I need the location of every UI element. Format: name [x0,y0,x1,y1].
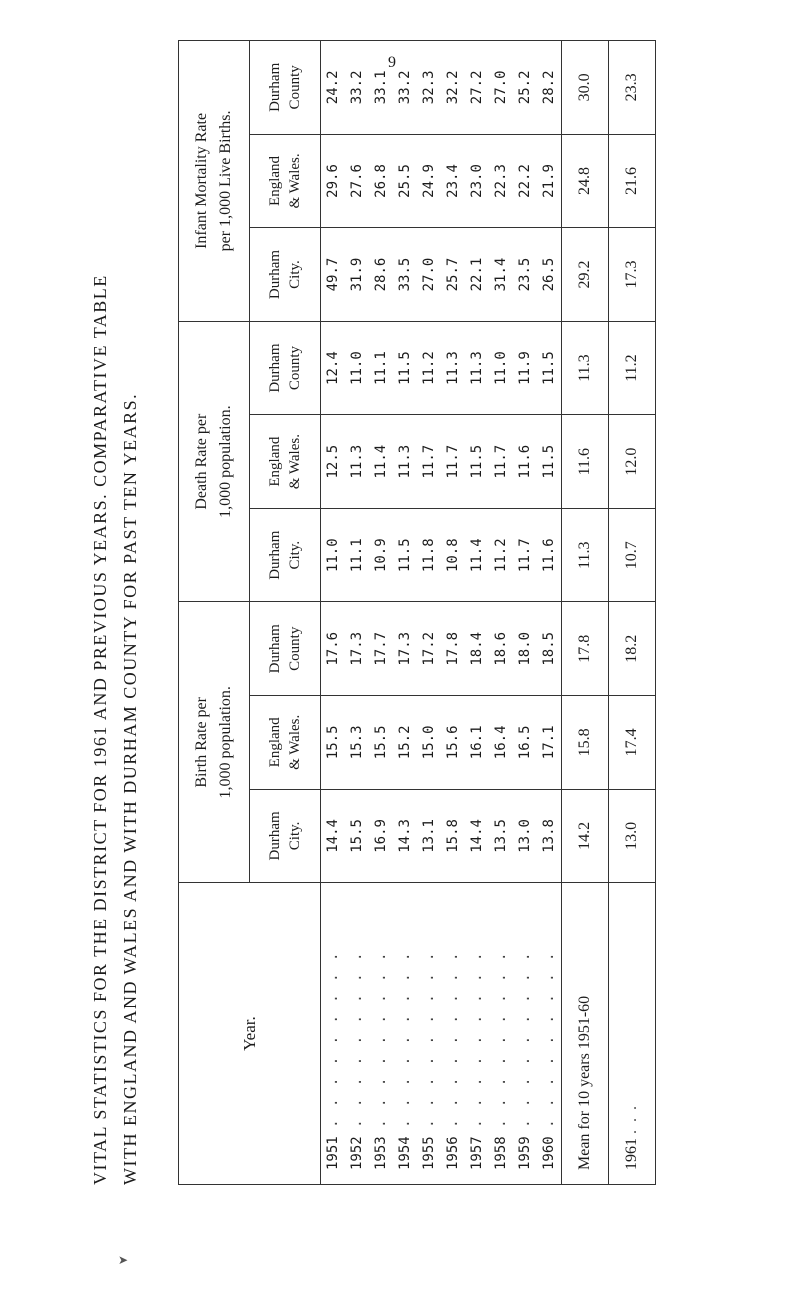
table-cell-value: 13.8 [541,819,557,853]
table-cell-value: 14.4 [325,819,341,853]
table-cell-value: 11.5 [397,538,413,573]
table-cell-value: 11.7 [421,444,437,479]
year-1961-value: 17.4 [609,696,656,790]
table-cell-value: 33.2 [349,70,365,105]
table-cell-value: 11.2 [493,538,509,573]
table-cell-value: 15.6 [445,725,461,760]
table-cell-value: 10.8 [445,538,461,573]
year-label: 1951 [325,1136,341,1170]
table-cell-value: 11.8 [421,538,437,573]
leader-dots: . . . . . . . . . [493,950,509,1128]
years-list [321,883,561,1170]
values-cell [321,696,562,790]
table-cell-value: 13.0 [517,819,533,853]
values-cell [321,415,562,509]
table-cell-value: 13.1 [421,819,437,853]
years-cell [321,883,562,1185]
values-cell [321,602,562,696]
column-values [321,41,561,134]
table-cell-value: 11.3 [469,351,485,385]
infant-mortality-header-line-2: per 1,000 Live Births. [217,110,234,252]
table-cell-value: 12.4 [325,351,341,385]
column-sub-header [250,696,321,790]
column-sub-header [250,508,321,602]
table-cell-value: 11.6 [517,444,533,479]
column-sub-header [250,321,321,415]
table-cell-value: 26.8 [373,164,389,198]
table-cell-value: 29.6 [325,164,341,198]
table-cell-value: 11.5 [397,351,413,385]
sub-header-line-2: & Wales. [287,714,303,770]
table-cell-value: 16.9 [373,819,389,853]
table-cell-value: 33.5 [397,257,413,292]
year-entry [489,883,513,1170]
values-cell [321,321,562,415]
table-cell-value: 18.5 [541,631,557,666]
table-cell-value: 17.1 [541,725,557,760]
table-cell-value: 21.9 [541,164,557,198]
page-number: 9 [388,54,396,71]
year-1961-text: 1961 [623,1138,640,1170]
values-cell [321,508,562,602]
year-1961-value: 11.2 [609,321,656,415]
sub-header-line-2: County [287,345,303,391]
year-entry [345,883,369,1170]
table-cell-value: 11.1 [349,538,365,573]
table-cell-value: 16.1 [469,725,485,760]
table-cell-value: 22.2 [517,164,533,198]
mean-value: 29.2 [562,228,609,322]
mean-value: 11.3 [562,508,609,602]
column-values [321,135,561,228]
column-values [321,415,561,508]
leader-dots: . . . . . . . . . [325,950,341,1128]
table-cell-value: 25.7 [445,257,461,292]
values-cell [321,134,562,228]
mean-value: 15.8 [562,696,609,790]
pencil-mark-icon: ➤ [118,1253,129,1267]
sub-header-line-2: City. [287,821,303,851]
sub-header-line-2: County [287,65,303,110]
table-cell-value: 17.6 [325,631,341,666]
column-values [321,602,561,695]
sub-header-line-2: & Wales. [287,434,303,490]
table-cell-value: 13.5 [493,819,509,853]
values-cell [321,789,562,883]
table-cell-value: 11.5 [541,351,557,385]
table-cell-value: 24.9 [421,164,437,198]
table-cell-value: 22.3 [493,164,509,198]
sub-header-line-2: City. [287,540,303,570]
table-cell-value: 32.3 [421,70,437,105]
column-values [321,228,561,321]
values-cell [321,41,562,135]
table-cell-value: 27.6 [349,164,365,198]
death-rate-header-line-1: Death Rate per [193,413,210,510]
year-label: 1960 [541,1136,557,1170]
leader-dots: . . . . . . . . . [445,950,461,1128]
table-cell-value: 10.9 [373,538,389,573]
infant-mortality-header [179,41,250,322]
leader-dots: . . . . . . . . . [349,950,365,1128]
year-1961-value: 10.7 [609,508,656,602]
sub-header-line-2: & Wales. [287,153,303,209]
rotated-page-content [85,40,800,1185]
leader-dots: . . . [623,1104,640,1134]
year-1961-label [609,883,656,1185]
table-cell-value: 31.9 [349,257,365,292]
table-cell-value: 17.2 [421,631,437,666]
year-1961-value: 13.0 [609,789,656,883]
table-cell-value: 11.9 [517,351,533,385]
table-cell-value: 11.1 [373,351,389,385]
table-cell-value: 25.5 [397,164,413,198]
title-line-2: WITH ENGLAND AND WALES AND WITH DURHAM COUNTY FOR PAST TEN YEARS. [120,392,140,1185]
leader-dots: . . . . . . . . . [421,950,437,1128]
mean-value: 24.8 [562,134,609,228]
table-cell-value: 11.7 [493,444,509,479]
table-cell-value: 33.1 [373,70,389,105]
group-header-row [179,41,250,1185]
table-cell-value: 12.5 [325,444,341,479]
table-cell-value: 11.5 [541,444,557,479]
year-label: 1957 [469,1136,485,1170]
year-label: 1953 [373,1136,389,1170]
sub-header-line-1: Durham [267,249,283,300]
yearly-data-row [321,41,562,1185]
table-cell-value: 14.4 [469,819,485,853]
column-values [321,696,561,789]
table-cell-value: 11.3 [397,444,413,479]
year-entry [465,883,489,1170]
sub-header-line-1: England [267,436,283,487]
table-cell-value: 11.0 [325,538,341,573]
year-label: 1954 [397,1136,413,1170]
table-cell-value: 11.7 [517,538,533,573]
leader-dots: . . . . . . . . . [373,950,389,1128]
table-cell-value: 32.2 [445,70,461,105]
death-rate-header-line-2: 1,000 population. [217,405,234,518]
mean-value: 11.3 [562,321,609,415]
table-cell-value: 15.2 [397,725,413,760]
table-cell-value: 11.3 [445,351,461,385]
year-entry [513,883,537,1170]
table-cell-value: 33.2 [397,70,413,105]
table-cell-value: 24.2 [325,70,341,105]
column-sub-header [250,41,321,135]
table-cell-value: 18.0 [517,631,533,666]
table-cell-value: 14.3 [397,819,413,853]
column-sub-header [250,602,321,696]
mean-row-label: Mean for 10 years 1951-60 [562,883,609,1185]
table-cell-value: 18.4 [469,631,485,666]
title-line-1: VITAL STATISTICS FOR THE DISTRICT FOR 1961 AND PREVIOUS YEARS. COMPARATIVE TABLE [90,274,110,1185]
table-cell-value: 15.5 [349,819,365,853]
year-label: 1952 [349,1136,365,1170]
birth-rate-header-line-2: 1,000 population. [217,686,234,799]
column-sub-header [250,228,321,322]
sub-header-line-2: County [287,626,303,671]
year-1961-row [609,41,656,1185]
sub-header-line-1: Durham [267,624,283,674]
table-cell-value: 15.3 [349,725,365,760]
death-rate-header [179,321,250,602]
birth-rate-header-line-1: Birth Rate per [193,697,210,788]
year-label: 1955 [421,1136,437,1170]
table-cell-value: 27.0 [493,70,509,105]
leader-dots: . . . . . . . . . [397,950,413,1128]
table-cell-value: 11.7 [445,444,461,479]
infant-mortality-header-line-1: Infant Mortality Rate [193,112,210,249]
sub-header-line-2: City. [287,260,303,289]
values-cell [321,228,562,322]
mean-value: 11.6 [562,415,609,509]
year-entry [369,883,393,1170]
page-title [85,40,145,1185]
sub-header-line-1: Durham [267,62,283,112]
column-values [321,790,561,883]
column-sub-header [250,415,321,509]
mean-row [562,41,609,1185]
table-cell-value: 23.4 [445,164,461,198]
table-cell-value: 17.7 [373,631,389,666]
table-cell-value: 17.3 [397,631,413,666]
table-cell-value: 15.0 [421,725,437,760]
year-label: 1958 [493,1136,509,1170]
year-entry [417,883,441,1170]
table-cell-value: 15.5 [325,725,341,760]
comparative-statistics-table [178,40,656,1185]
column-values [321,322,561,415]
year-1961-value: 21.6 [609,134,656,228]
year-entry [321,883,345,1170]
table-cell-value: 17.3 [349,631,365,666]
year-label: 1959 [517,1136,533,1170]
sub-header-line-1: Durham [267,811,283,861]
table-cell-value: 28.6 [373,257,389,292]
table-cell-value: 11.4 [469,538,485,573]
year-entry [441,883,465,1170]
table-cell-value: 27.0 [421,257,437,292]
year-label: 1956 [445,1136,461,1170]
table-cell-value: 25.2 [517,70,533,105]
table-cell-value: 23.5 [517,257,533,292]
year-1961-value: 23.3 [609,41,656,135]
sub-header-line-1: Durham [267,343,283,393]
table-cell-value: 11.3 [349,444,365,479]
table-cell-value: 11.4 [373,444,389,479]
leader-dots: . . . . . . . . . [517,950,533,1128]
column-sub-header [250,789,321,883]
table-cell-value: 22.1 [469,257,485,292]
table-cell-value: 11.5 [469,444,485,479]
table-cell-value: 11.0 [493,351,509,385]
year-entry [393,883,417,1170]
table-cell-value: 18.6 [493,631,509,666]
year-1961-value: 12.0 [609,415,656,509]
table-cell-value: 28.2 [541,70,557,105]
table-cell-value: 11.2 [421,351,437,385]
table-cell-value: 15.8 [445,819,461,853]
table-cell-value: 26.5 [541,257,557,292]
leader-dots: . . . . . . . . . [541,950,557,1128]
year-column-header: Year. [179,883,321,1185]
leader-dots: . . . . . . . . . [469,950,485,1128]
table-cell-value: 16.5 [517,725,533,760]
year-1961-value: 18.2 [609,602,656,696]
column-values [321,509,561,602]
table-cell-value: 27.2 [469,70,485,105]
sub-header-line-1: England [267,155,283,206]
table-cell-value: 17.8 [445,631,461,666]
table-cell-value: 11.0 [349,351,365,385]
sub-header-line-1: England [267,717,283,768]
year-1961-value: 17.3 [609,228,656,322]
table-cell-value: 16.4 [493,725,509,760]
sub-header-line-1: Durham [267,530,283,580]
birth-rate-header [179,602,250,883]
table-cell-value: 11.6 [541,538,557,573]
mean-value: 17.8 [562,602,609,696]
year-entry [537,883,561,1170]
column-sub-header [250,134,321,228]
mean-value: 14.2 [562,789,609,883]
table-cell-value: 15.5 [373,725,389,760]
mean-value: 30.0 [562,41,609,135]
table-cell-value: 31.4 [493,257,509,292]
table-cell-value: 23.0 [469,164,485,198]
table-cell-value: 49.7 [325,257,341,292]
